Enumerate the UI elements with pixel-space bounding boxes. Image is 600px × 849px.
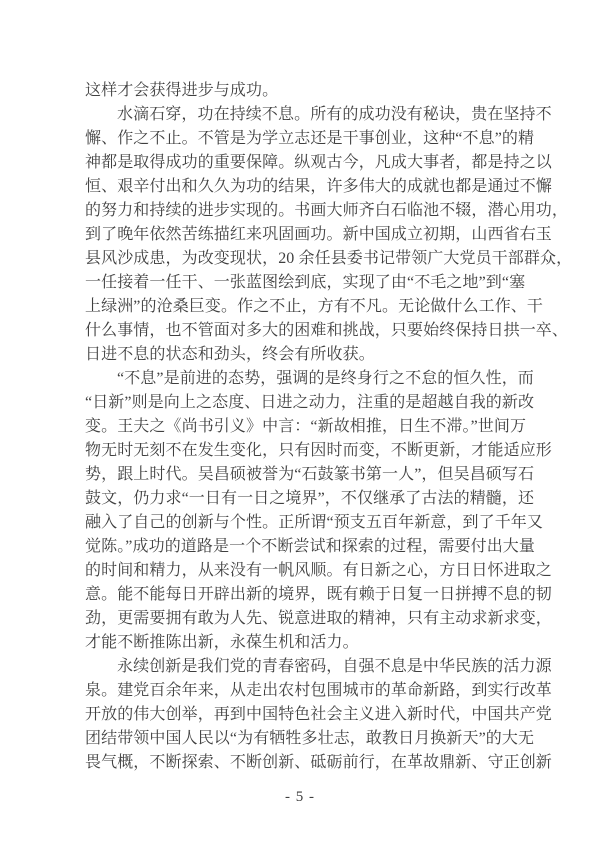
text-line: 势，跟上时代。吴昌硕被誉为“石鼓篆书第一人”，但吴昌硕写石	[85, 466, 535, 483]
text-line: 到了晚年依然苦练描红来巩固画功。新中国成立初期，山西省右玉	[85, 226, 552, 243]
text-line: 才能不断推陈出新，永葆生机和活力。	[85, 634, 359, 651]
text-line: 水滴石穿，功在持续不息。所有的成功没有秘诀，贵在坚持不	[117, 106, 552, 123]
text-line: 永续创新是我们党的青春密码，自强不息是中华民族的活力源	[117, 658, 552, 675]
text-line: 神都是取得成功的重要保障。纵观古今，凡成大事者，都是持之以	[85, 154, 552, 171]
text-line: “日新”则是向上之态度、日进之动力，注重的是超越自我的新改	[85, 394, 535, 411]
text-line: 觉陈。”成功的道路是一个不断尝试和探索的过程，需要付出大量	[85, 538, 536, 555]
text-line: “不息”是前进的态势，强调的是终身行之不怠的恒久性，而	[117, 370, 534, 387]
text-line: 融入了自己的创新与个性。正所谓“预支五百年新意，到了千年又	[85, 514, 544, 531]
page-number: - 5 -	[285, 789, 315, 805]
text-line: 的时间和精力，从来没有一帆风顺。有日新之心，方日日怀进取之	[85, 562, 552, 579]
text-line: 什么事情，也不管面对多大的困难和挑战，只要始终保持日拱一卒、	[85, 322, 569, 339]
text-line: 上绿洲”的沧桑巨变。作之不止，方有不凡。无论做什么工作、干	[85, 298, 544, 315]
text-line: 鼓文，仍力求“一日有一日之境界”，不仅继承了古法的精髓，还	[85, 490, 535, 507]
text-line: 开放的伟大创举，再到中国特色社会主义进入新时代，中国共产党	[85, 706, 552, 723]
text-line: 团结带领中国人民以“为有牺牲多壮志，敢教日月换新天”的大无	[85, 730, 535, 747]
text-line: 物无时无刻不在发生变化，只有因时而变，不断更新，才能适应形	[85, 442, 552, 459]
text-line: 劲，更需要拥有敢为人先、锐意进取的精神，只有主动求新求变，	[85, 610, 552, 627]
text-line: 的努力和持续的进步实现的。书画大师齐白石临池不辍，潜心用功，	[85, 202, 569, 219]
text-line: 这样才会获得进步与成功。	[85, 82, 279, 99]
body-text	[85, 79, 573, 775]
text-line: 恒、艰辛付出和久久为功的结果，许多伟大的成就也都是通过不懈	[85, 178, 552, 195]
text-line: 懈、作之不止。不管是为学立志还是干事创业，这种“不息”的精	[85, 130, 535, 147]
text-line: 泉。建党百余年来，从走出农村包围城市的革命新路，到实行改革	[85, 682, 552, 699]
text-line: 变。王夫之《尚书引义》中言：“新故相推，日生不滞。”世间万	[85, 418, 527, 435]
text-line: 一任接着一任干、一张蓝图绘到底，实现了由“不毛之地”到“塞	[85, 274, 526, 291]
text-line: 意。能不能每日开辟出新的境界，既有赖于日复一日拼搏不息的韧	[85, 586, 552, 603]
text-line: 畏气概，不断探索、不断创新、砥砺前行，在革故鼎新、守正创新	[85, 754, 552, 771]
text-line: 日进不息的状态和劲头，终会有所收获。	[85, 346, 375, 363]
text-line: 县风沙成患，为改变现状，20 余任县委书记带领广大党员干部群众，	[85, 250, 573, 267]
